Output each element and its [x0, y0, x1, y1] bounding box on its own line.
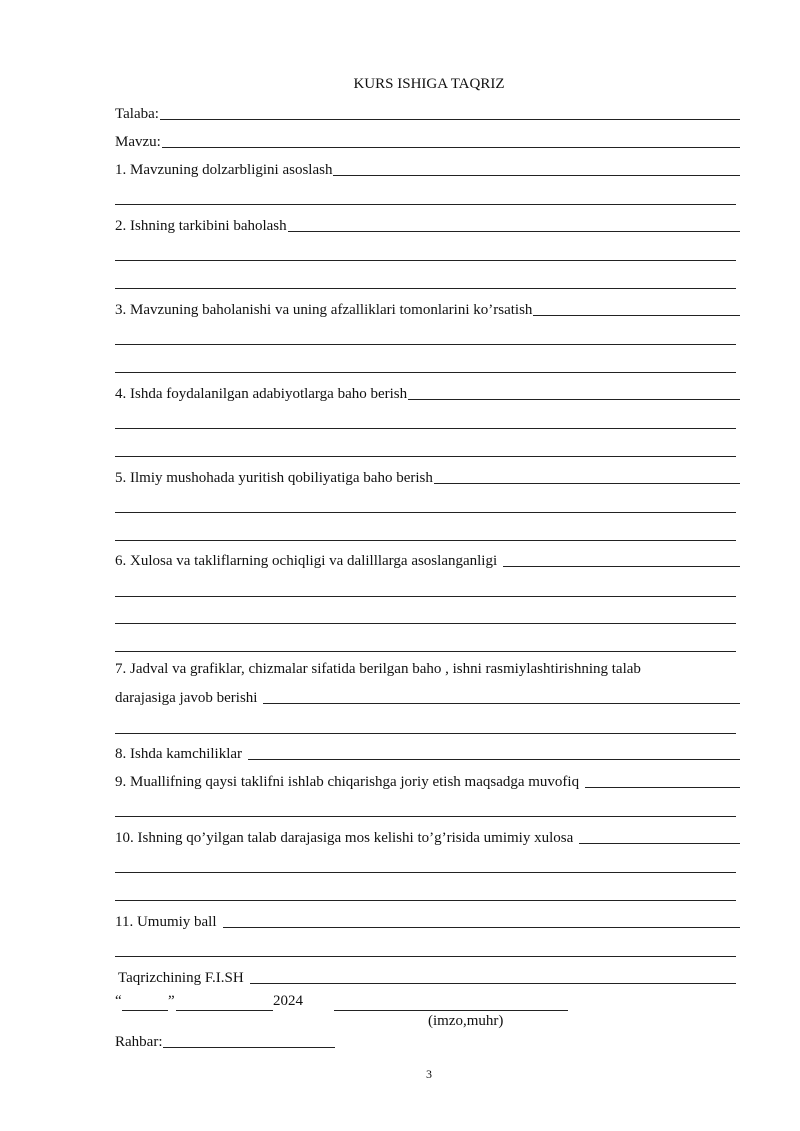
- section-2-answer-line[interactable]: [115, 260, 736, 261]
- student-input-line[interactable]: [160, 119, 740, 120]
- section-10-label: 10. Ishning qo’yilgan talab darajasiga mos kelishi to’g’risida umimiy xulosa: [115, 830, 574, 846]
- section-10-answer-line[interactable]: [115, 872, 736, 873]
- section-1-answer-line[interactable]: [115, 204, 736, 205]
- section-11-answer-line[interactable]: [115, 956, 736, 957]
- section-6: [115, 550, 740, 570]
- section-2-answer-line[interactable]: [115, 288, 736, 289]
- section-8-label: 8. Ishda kamchiliklar: [115, 746, 243, 762]
- student-field: [115, 103, 740, 123]
- section-1: [115, 159, 740, 179]
- signature-line[interactable]: [334, 1010, 568, 1011]
- section-9: [115, 771, 740, 791]
- section-11-label: 11. Umumiy ball: [115, 914, 217, 930]
- section-9-answer-line[interactable]: [115, 816, 736, 817]
- student-label: Talaba:: [115, 106, 159, 122]
- section-2-label: 2. Ishning tarkibini baholash: [115, 218, 287, 234]
- section-6-label: 6. Xulosa va takliflarning ochiqligi va dalilllarga asoslanganligi: [115, 553, 498, 569]
- section-6-answer-line[interactable]: [115, 623, 736, 624]
- section-5-answer-line[interactable]: [115, 512, 736, 513]
- date-month-line[interactable]: [176, 1010, 273, 1011]
- section-1-label: 1. Mavzuning dolzarbligini asoslash: [115, 162, 333, 178]
- supervisor-field: [115, 1031, 335, 1051]
- section-3-answer-line[interactable]: [115, 344, 736, 345]
- date-close-quote: ”: [168, 993, 175, 1009]
- section-10-answer-line[interactable]: [115, 900, 736, 901]
- section-6-answer-line[interactable]: [115, 651, 736, 652]
- section-8: [115, 743, 740, 763]
- date-day-line[interactable]: [122, 1010, 168, 1011]
- section-10: [115, 827, 740, 847]
- section-4-label: 4. Ishda foydalanilgan adabiyotlarga baho berish: [115, 386, 408, 402]
- reviewer-label: Taqrizchining F.I.SH: [118, 970, 244, 986]
- supervisor-input-line[interactable]: [163, 1047, 335, 1048]
- section-5: [115, 467, 740, 487]
- section-3: [115, 299, 740, 319]
- section-7: [115, 687, 740, 707]
- section-10-input-line[interactable]: [579, 843, 740, 844]
- section-7-label-cont: darajasiga javob berishi: [115, 690, 258, 706]
- section-9-input-line[interactable]: [585, 787, 740, 788]
- section-5-input-line[interactable]: [434, 483, 740, 484]
- topic-field: [115, 131, 740, 151]
- section-3-answer-line[interactable]: [115, 372, 736, 373]
- section-5-label: 5. Ilmiy mushohada yuritish qobiliyatiga baho berish: [115, 470, 433, 486]
- supervisor-label: Rahbar:: [115, 1034, 163, 1050]
- section-3-input-line[interactable]: [533, 315, 740, 316]
- date-year: 2024: [273, 993, 303, 1009]
- section-7-input-line[interactable]: [263, 703, 740, 704]
- section-4-answer-line[interactable]: [115, 428, 736, 429]
- date-open-quote: “: [115, 993, 122, 1009]
- section-6-answer-line[interactable]: [115, 596, 736, 597]
- topic-input-line[interactable]: [162, 147, 740, 148]
- section-11-input-line[interactable]: [223, 927, 740, 928]
- section-7-label: 7. Jadval va grafiklar, chizmalar sifatida berilgan baho , ishni rasmiylashtirishning talab: [115, 661, 641, 677]
- section-4-input-line[interactable]: [408, 399, 740, 400]
- signature-caption: (imzo,muhr): [428, 1013, 504, 1029]
- reviewer-input-line[interactable]: [250, 983, 736, 984]
- section-4: [115, 383, 740, 403]
- section-2: [115, 215, 740, 235]
- section-11: [115, 911, 740, 931]
- reviewer-field: [118, 967, 736, 987]
- section-9-label: 9. Muallifning qaysi taklifni ishlab chiqarishga joriy etish maqsadga muvofiq: [115, 774, 580, 790]
- section-3-label: 3. Mavzuning baholanishi va uning afzalliklari tomonlarini ko’rsatish: [115, 302, 533, 318]
- page-number: 3: [426, 1067, 432, 1081]
- section-2-input-line[interactable]: [288, 231, 740, 232]
- section-1-input-line[interactable]: [333, 175, 740, 176]
- section-7-answer-line[interactable]: [115, 733, 736, 734]
- section-4-answer-line[interactable]: [115, 456, 736, 457]
- section-5-answer-line[interactable]: [115, 540, 736, 541]
- page-title: KURS ISHIGA TAQRIZ: [353, 76, 505, 92]
- section-8-input-line[interactable]: [248, 759, 740, 760]
- section-6-input-line[interactable]: [503, 566, 740, 567]
- topic-label: Mavzu:: [115, 134, 161, 150]
